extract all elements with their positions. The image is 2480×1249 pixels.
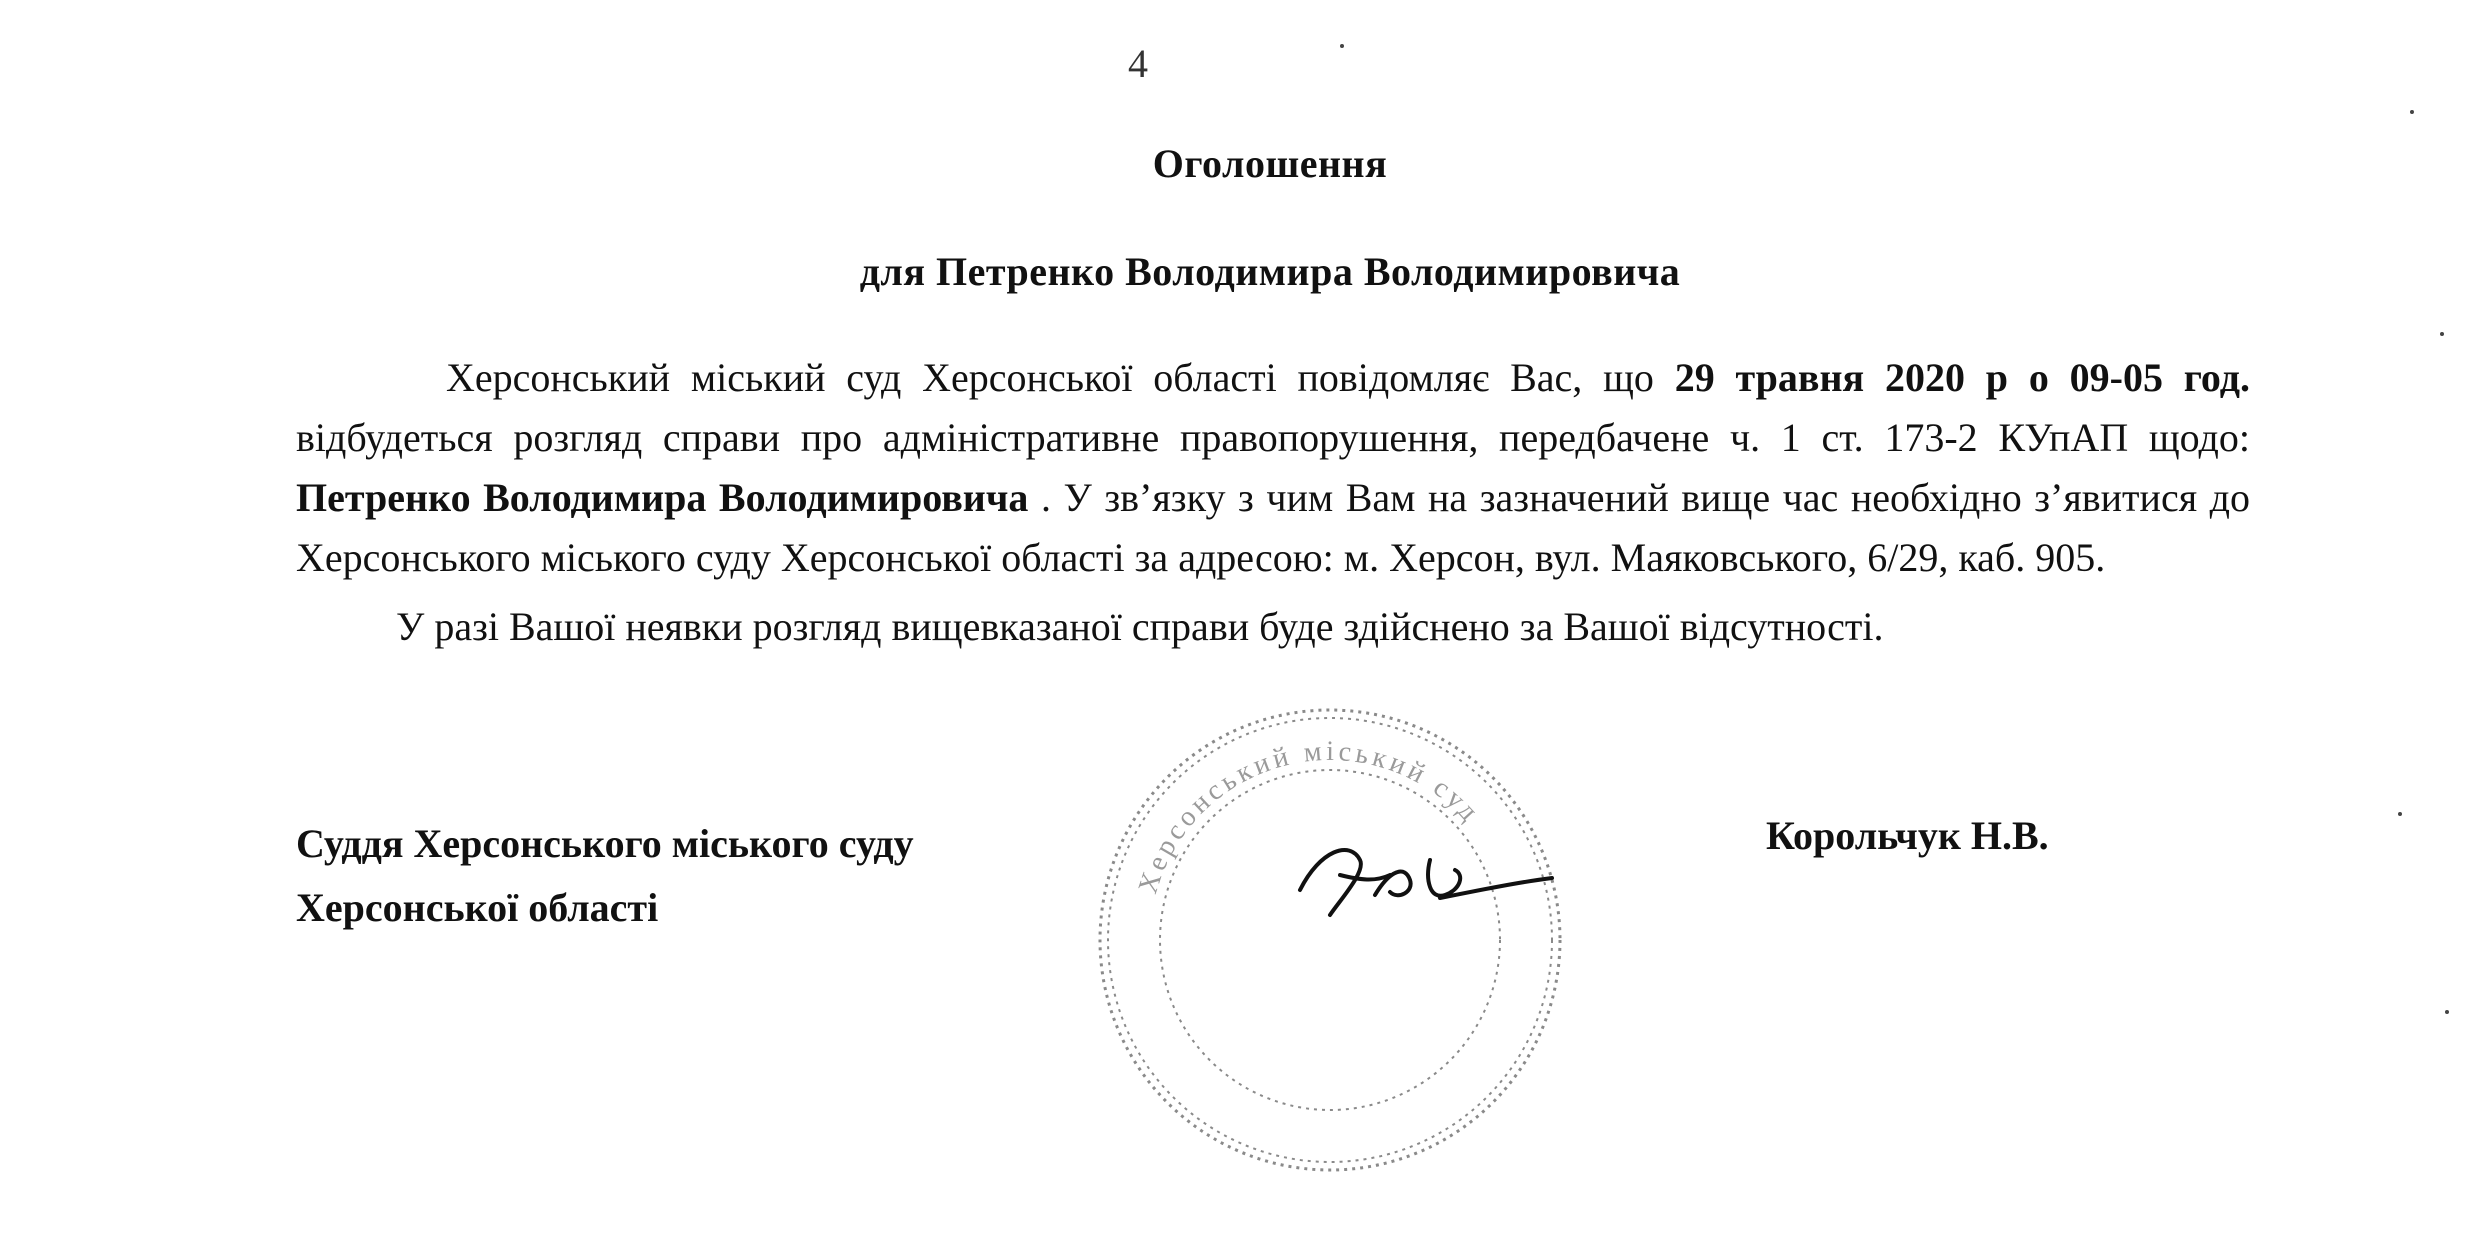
- handwritten-mark: 4: [1128, 41, 1148, 86]
- judge-position-line-2: Херсонської області: [296, 885, 659, 930]
- scan-speck: [1340, 44, 1344, 48]
- notice-body: [296, 348, 2250, 660]
- scan-speck: [2410, 110, 2414, 114]
- scan-speck: [2440, 332, 2444, 336]
- notice-paragraph-2: У разі Вашої неявки розгляд вищевказаної справи буде здійснено за Вашої відсутності.: [396, 604, 1884, 649]
- judge-signature: [1280, 820, 1560, 930]
- judge-position-line-1: Суддя Херсонського міського суду: [296, 821, 914, 866]
- judge-position: [296, 812, 914, 940]
- document-title: Оголошення: [1152, 141, 1388, 186]
- judge-name: Корольчук Н.В.: [1766, 813, 2049, 858]
- scan-speck: [2398, 812, 2402, 816]
- paragraph1-text-a: Херсонський міський суд Херсонської області повідомляє Вас, що: [446, 355, 1675, 400]
- scan-speck: [2445, 1010, 2449, 1014]
- defendant-name: Петренко Володимира Володимировича: [296, 475, 1029, 520]
- paragraph1-text-c: . У зв’язку з чим Вам на зазначений вище час необхідно з’явитися до Херсонського міського суду Херсонської області за адресою: м. Херсон, вул. Маяковського, 6/29, каб. 905.: [296, 475, 2250, 580]
- paragraph1-text-b: відбудеться розгляд справи про адміністративне правопорушення, передбачене ч. 1 ст. 173-2 КУпАП щодо:: [296, 415, 2250, 460]
- svg-text:Херсонський міський суд: Херсонський міський суд: [1132, 735, 1487, 898]
- court-seal-stamp: [1090, 700, 1570, 1180]
- addressee-line: для Петренко Володимира Володимировича: [859, 249, 1681, 294]
- notice-paragraph-1: [296, 348, 2250, 588]
- hearing-datetime: 29 травня 2020 р о 09-05 год.: [1674, 355, 2250, 400]
